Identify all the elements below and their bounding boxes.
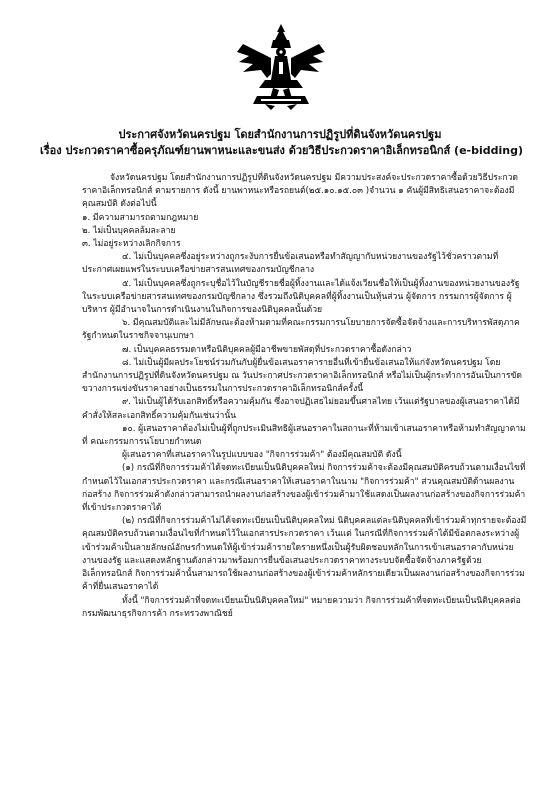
qualification-4: ๔. ไม่เป็นบุคคลซึ่งอยู่ระหว่างถูกระงับการยื่นข้อเสนอหรือทำสัญญากับหน่วยงานของรัฐไว้ชั่วคราวตามที่ประกาศเผยแพร่ในระบบเครือข่ายสารสนเทศของกรมบัญชีกลาง <box>82 252 499 276</box>
qualification-10: ๑๐. ผู้เสนอราคาต้องไม่เป็นผู้ที่ถูกประเมินสิทธิผู้เสนอราคาในสถานะที่ห้ามเข้าเสนอราคาหรือห้ามทำสัญญาตามที่ คณะกรรมการนโยบายกำหนด <box>82 423 526 448</box>
garuda-emblem-icon <box>235 22 327 110</box>
announcement-subject: เรื่อง ประกวดราคาซื้อครุภัณฑ์ยานพาหนะและขนส่ง ด้วยวิธีประกวดราคาอิเล็กทรอนิกส์ (e-bidding) <box>40 144 524 157</box>
announcement-title: ประกาศจังหวัดนครปฐม โดยสำนักงานการปฏิรูปที่ดินจังหวัดนครปฐม <box>118 128 442 141</box>
qualification-5: ๕. ไม่เป็นบุคคลซึ่งถูกระบุชื่อไว้ในบัญชีรายชื่อผู้ทิ้งงานและได้แจ้งเวียนชื่อให้เป็นผู้ทิ้งงานของหน่วยงานของรัฐในระบบเครือข่ายสารสนเทศของกรมบัญชีกลาง ซึ่งรวมถึงนิติบุคคลที่ผู้ทิ้งงานเป็นหุ้นส่วน ผู้จัดการ กรรมการผู้จัดการ ผู้บริหาร ผู้มีอำนาจในการดำเนินงานในกิจการของนิติบุคคลนั้นด้วย <box>82 278 520 316</box>
joint-venture-intro: ผู้เสนอราคาที่เสนอราคาในรูปแบบของ "กิจการร่วมค้า" ต้องมีคุณสมบัติ ดังนี้ <box>122 450 402 461</box>
qualification-6: ๖. มีคุณสมบัติและไม่มีลักษณะต้องห้ามตามที่คณะกรรมการนโยบายการจัดซื้อจัดจ้างและการบริหารพัสดุภาครัฐกำหนดในราชกิจจานุเบกษา <box>82 318 520 342</box>
joint-venture-clause-2: (๒) กรณีที่กิจการร่วมค้าไม่ได้จดทะเบียนเป็นนิติบุคคลใหม่ นิติบุคคลแต่ละนิติบุคคลที่เข้าร่วมค้าทุกรายจะต้องมีคุณสมบัติครบถ้วนตามเงื่อนไขที่กำหนดไว้ในเอกสารประกวดราคา เว้นแต่ ในกรณีที่กิจการร่วมค้าได้มีข้อตกลงระหว่างผู้เข้าร่วมค้าเป็นลายลักษณ์อักษรกำหนดให้ผู้เข้าร่วมค้ารายใดรายหนึ่งเป็นผู้รับผิดชอบหลักในการเข้าเสนอราคากับหน่วยงานของรัฐ และแสดงหลักฐานดังกล่าวมาพร้อมการยื่นข้อเสนอประกวดราคาทางระบบจัดซื้อจัดจ้างภาครัฐด้วยอิเล็กทรอนิกส์ กิจการร่วมค้านั้นสามารถใช้ผลงานก่อสร้างของผู้เข้าร่วมค้าหลักรายเดียวเป็นผลงานก่อสร้างของกิจการร่วมค้าที่ยื่นเสนอราคาได้ <box>82 516 527 593</box>
joint-venture-note: ทั้งนี้ "กิจการร่วมค้าที่จดทะเบียนเป็นนิติบุคคลใหม่" หมายความว่า กิจการร่วมค้าที่จดทะเบียนเป็นนิติบุคคลต่อกรมพัฒนาธุรกิจการค้า กระทรวงพาณิชย์ <box>82 595 521 619</box>
qualification-9: ๙. ไม่เป็นผู้ได้รับเอกสิทธิ์หรือความคุ้มกัน ซึ่งอาจปฏิเสธไม่ยอมขึ้นศาลไทย เว้นแต่รัฐบาลของผู้เสนอราคาได้มีคำสั่งให้สละเอกสิทธิ์ความคุ้มกันเช่นว่านั้น <box>82 397 520 421</box>
announcement-body <box>82 172 528 621</box>
qualification-8: ๘. ไม่เป็นผู้มีผลประโยชน์ร่วมกันกับผู้ยื่นข้อเสนอราคารายอื่นที่เข้ายื่นข้อเสนอให้แก่จังหวัดนครปฐม โดยสำนักงานการปฏิรูปที่ดินจังหวัดนครปฐม ณ วันประกาศประกวดราคาอิเล็กทรอนิกส์ หรือไม่เป็นผู้กระทำการอันเป็นการขัดขวางการแข่งขันราคาอย่างเป็นธรรมในการประกวดราคาอิเล็กทรอนิกส์ครั้งนี้ <box>82 357 522 395</box>
qualification-1: ๑. มีความสามารถตามกฎหมาย <box>82 212 199 223</box>
intro-paragraph: จังหวัดนครปฐม โดยสำนักงานการปฏิรูปที่ดินจังหวัดนครปฐม มีความประสงค์จะประกวดราคาซื้อด้วยวิธีประกวดราคาอิเล็กทรอนิกส์ ตามรายการ ดังนี้ ยานพาหนะหรือรถยนต์(๒๕.๑๐.๑๕.๐๓ )จำนวน ๑ คันผู้มีสิทธิเสนอราคาจะต้องมีคุณสมบัติ ดังต่อไปนี้ <box>82 173 518 210</box>
qualification-2: ๒. ไม่เป็นบุคคลล้มละลาย <box>82 225 176 236</box>
qualification-7: ๗. เป็นบุคคลธรรมดาหรือนิติบุคคลผู้มีอาชีพขายพัสดุที่ประกวดราคาซื้อดังกล่าว <box>122 344 412 355</box>
qualification-3: ๓. ไม่อยู่ระหว่างเลิกกิจการ <box>82 239 181 250</box>
joint-venture-clause-1: (๑) กรณีที่กิจการร่วมค้าได้จดทะเบียนเป็นนิติบุคคลใหม่ กิจการร่วมค้าจะต้องมีคุณสมบัติครบถ้วนตามเงื่อนไขที่กำหนดไว้ในเอกสารประกวดราคา และกรณีเสนอราคาให้เสนอราคาในนาม "กิจการร่วมค้า" ส่วนคุณสมบัติด้านผลงานก่อสร้าง กิจการร่วมค้าดังกล่าวสามารถนำผลงานก่อสร้างของผู้เข้าร่วมค้ามาใช้แสดงเป็นผลงานก่อสร้างของกิจการร่วมค้าที่เข้าประกวดราคาได้ <box>82 463 526 514</box>
